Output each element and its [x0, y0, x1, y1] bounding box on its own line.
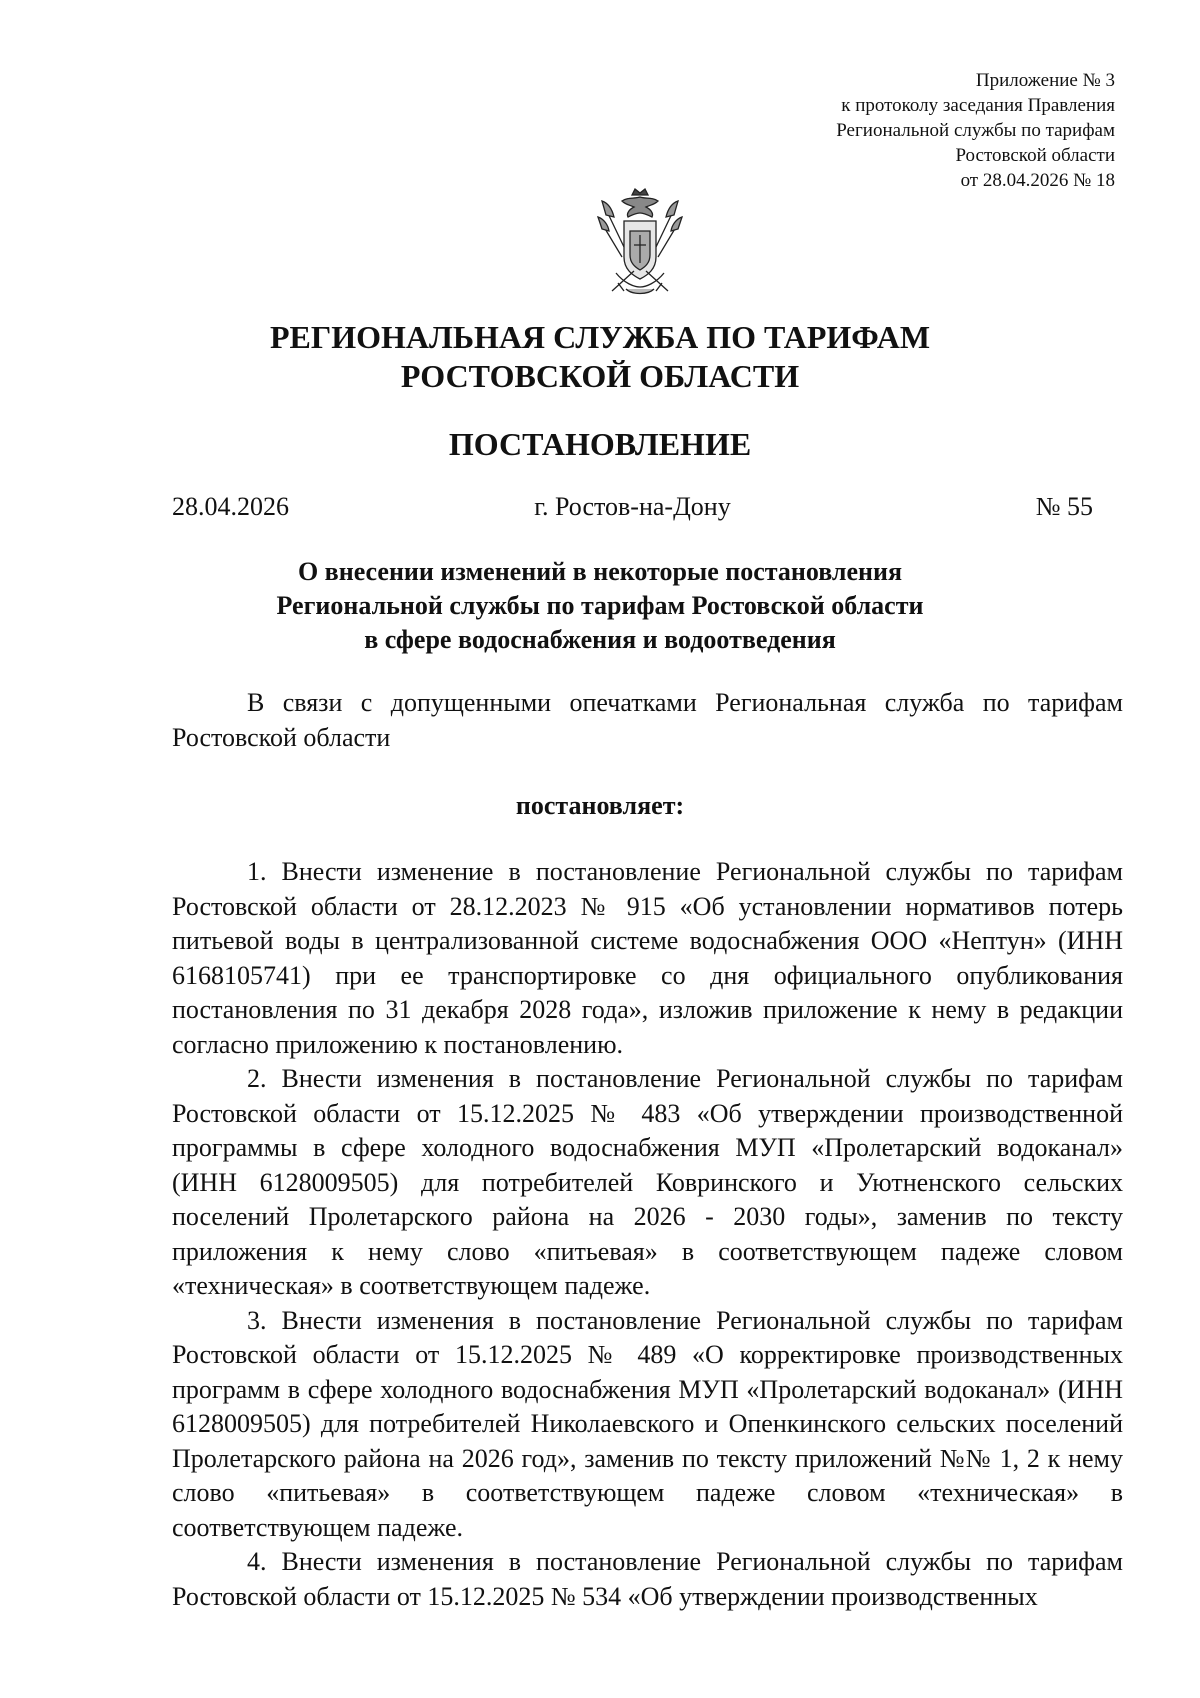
document-type: ПОСТАНОВЛЕНИЕ	[448, 426, 752, 462]
decree-word: постановляет:	[515, 791, 685, 820]
organization-title-line: РЕГИОНАЛЬНАЯ СЛУЖБА ПО ТАРИФАМ	[269, 319, 931, 355]
document-number: № 55	[1035, 492, 1093, 521]
document-subject	[0, 555, 1200, 657]
document-city: г. Ростов-на-Дону	[534, 492, 731, 521]
preamble-text: В связи с допущенными опечатками Региональная служба по тарифам Ростовской области	[172, 688, 1123, 752]
preamble	[172, 686, 1123, 755]
attachment-line: от 28.04.2026 № 18	[960, 170, 1115, 191]
subject-line: Региональной службы по тарифам Ростовской области	[276, 591, 924, 620]
attachment-line: Ростовской области	[955, 145, 1115, 166]
document-date: 28.04.2026	[172, 492, 289, 521]
decree-item: 3. Внести изменения в постановление Региональной службы по тарифам Ростовской области от 15.12.2025 № 489 «О корректировке производственных программ в сфере холодного водоснабжения МУП «Пролетарский водоканал» (ИНН 6128009505) для потребителей Николаевского и Опенкинского сельских поселений Пролетарского района на 2026 год», заменив по тексту приложений №№ 1, 2 к нему слово «питьевая» в соответствующем падеже словом «техническая» в соответствующем падеже.	[172, 1305, 1123, 1542]
attachment-line: Приложение № 3	[975, 70, 1115, 91]
coat-of-arms-icon	[594, 187, 686, 299]
subject-line: О внесении изменений в некоторые постановления	[297, 557, 903, 586]
attachment-line: к протоколу заседания Правления	[841, 95, 1115, 116]
attachment-line: Региональной службы по тарифам	[836, 120, 1115, 141]
decree-item: 4. Внести изменения в постановление Региональной службы по тарифам Ростовской области от 15.12.2025 № 534 «Об утверждении производственных	[172, 1547, 1123, 1611]
organization-title-line: РОСТОВСКОЙ ОБЛАСТИ	[400, 358, 800, 394]
date-place-number-line	[172, 489, 1093, 525]
decree-items	[172, 855, 1123, 1614]
decree-item: 1. Внести изменение в постановление Региональной службы по тарифам Ростовской области от 28.12.2023 № 915 «Об установлении нормативов потерь питьевой воды в централизованной системе водоснабжения ООО «Нептун» (ИНН 6168105741) при ее транспортировке со дня официального опубликования постановления по 31 декабря 2028 года», изложив приложение к нему в редакции согласно приложению к постановлению.	[172, 857, 1123, 1059]
subject-line: в сфере водоснабжения и водоотведения	[364, 625, 836, 654]
decree-item: 2. Внести изменения в постановление Региональной службы по тарифам Ростовской области от 15.12.2025 № 483 «Об утверждении производственной программы в сфере холодного водоснабжения МУП «Пролетарский водоканал» (ИНН 6128009505) для потребителей Ковринского и Уютненского сельских поселений Пролетарского района на 2026 - 2030 годы», заменив по тексту приложения к нему слово «питьевая» в соответствующем падеже словом «техническая» в соответствующем падеже.	[172, 1064, 1123, 1300]
organization-title	[0, 318, 1200, 396]
attachment-block	[836, 68, 1115, 193]
